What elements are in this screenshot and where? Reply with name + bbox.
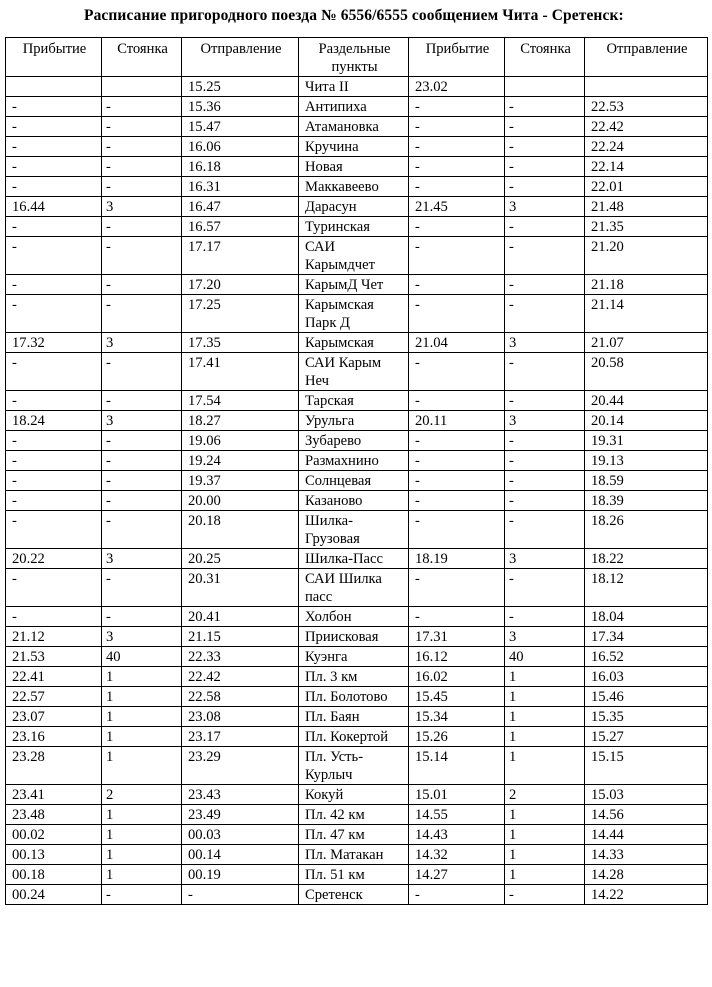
arrival-return-cell: -: [409, 431, 505, 451]
stop-return-cell: -: [505, 295, 585, 333]
table-row: [6, 391, 708, 411]
table-row: [6, 667, 708, 687]
arrival-return-cell: -: [409, 117, 505, 137]
departure-return-cell: 18.12: [585, 569, 708, 607]
departure-return-cell: 15.03: [585, 785, 708, 805]
departure-cell: 19.06: [182, 431, 299, 451]
arrival-cell: -: [6, 295, 102, 333]
station-cell: Новая: [299, 157, 409, 177]
departure-return-cell: 14.44: [585, 825, 708, 845]
departure-cell: 20.00: [182, 491, 299, 511]
stop-cell: -: [102, 217, 182, 237]
departure-cell: 22.42: [182, 667, 299, 687]
arrival-cell: -: [6, 569, 102, 607]
stop-cell: -: [102, 471, 182, 491]
stop-cell: -: [102, 491, 182, 511]
arrival-cell: 00.24: [6, 885, 102, 905]
stop-cell: 1: [102, 825, 182, 845]
stop-return-cell: 1: [505, 805, 585, 825]
arrival-cell: 00.13: [6, 845, 102, 865]
stop-cell: 1: [102, 805, 182, 825]
header-stop: Стоянка: [102, 38, 182, 77]
departure-cell: 23.43: [182, 785, 299, 805]
arrival-return-cell: -: [409, 275, 505, 295]
table-row: [6, 333, 708, 353]
departure-cell: 16.47: [182, 197, 299, 217]
table-row: [6, 471, 708, 491]
departure-cell: 15.25: [182, 77, 299, 97]
stop-cell: -: [102, 391, 182, 411]
arrival-return-cell: -: [409, 237, 505, 275]
arrival-cell: -: [6, 391, 102, 411]
arrival-return-cell: -: [409, 295, 505, 333]
stop-cell: -: [102, 137, 182, 157]
departure-cell: 16.57: [182, 217, 299, 237]
stop-return-cell: 1: [505, 747, 585, 785]
station-cell: Пл. Баян: [299, 707, 409, 727]
arrival-cell: [6, 77, 102, 97]
stop-cell: 3: [102, 197, 182, 217]
stop-return-cell: 2: [505, 785, 585, 805]
stop-cell: -: [102, 431, 182, 451]
departure-cell: 20.41: [182, 607, 299, 627]
stop-return-cell: -: [505, 391, 585, 411]
station-cell: Холбон: [299, 607, 409, 627]
stop-return-cell: [505, 77, 585, 97]
arrival-cell: -: [6, 217, 102, 237]
arrival-cell: 20.22: [6, 549, 102, 569]
departure-return-cell: 18.26: [585, 511, 708, 549]
stop-cell: -: [102, 295, 182, 333]
table-row: [6, 865, 708, 885]
station-cell: САИ Шилка пасс: [299, 569, 409, 607]
arrival-cell: 23.07: [6, 707, 102, 727]
stop-return-cell: -: [505, 177, 585, 197]
departure-cell: 23.17: [182, 727, 299, 747]
arrival-cell: 17.32: [6, 333, 102, 353]
arrival-return-cell: 15.01: [409, 785, 505, 805]
station-cell: Шилка-Грузовая: [299, 511, 409, 549]
station-cell: САИ Карымдчет: [299, 237, 409, 275]
stop-cell: -: [102, 237, 182, 275]
arrival-return-cell: 23.02: [409, 77, 505, 97]
stop-return-cell: -: [505, 137, 585, 157]
page-title: Расписание пригородного поезда № 6556/6555 сообщением Чита - Сретенск:: [84, 7, 624, 24]
arrival-return-cell: 15.45: [409, 687, 505, 707]
table-row: [6, 885, 708, 905]
table-row: [6, 511, 708, 549]
station-cell: Зубарево: [299, 431, 409, 451]
stop-return-cell: 1: [505, 667, 585, 687]
stop-cell: 3: [102, 627, 182, 647]
arrival-cell: -: [6, 237, 102, 275]
stop-return-cell: -: [505, 117, 585, 137]
stop-return-cell: -: [505, 97, 585, 117]
table-row: [6, 217, 708, 237]
table-row: [6, 825, 708, 845]
arrival-cell: 23.28: [6, 747, 102, 785]
arrival-cell: -: [6, 177, 102, 197]
arrival-cell: -: [6, 137, 102, 157]
stop-return-cell: -: [505, 237, 585, 275]
departure-cell: 17.20: [182, 275, 299, 295]
station-cell: Шилка-Пасс: [299, 549, 409, 569]
departure-cell: 16.31: [182, 177, 299, 197]
departure-return-cell: 21.20: [585, 237, 708, 275]
table-row: [6, 805, 708, 825]
stop-cell: -: [102, 177, 182, 197]
stop-return-cell: 3: [505, 333, 585, 353]
stop-return-cell: -: [505, 451, 585, 471]
arrival-cell: -: [6, 511, 102, 549]
arrival-return-cell: 20.11: [409, 411, 505, 431]
departure-return-cell: 22.24: [585, 137, 708, 157]
departure-cell: -: [182, 885, 299, 905]
table-header-row: [6, 38, 708, 77]
arrival-return-cell: 14.55: [409, 805, 505, 825]
arrival-return-cell: -: [409, 569, 505, 607]
stop-cell: 3: [102, 549, 182, 569]
stop-return-cell: -: [505, 431, 585, 451]
stop-cell: [102, 77, 182, 97]
table-row: [6, 607, 708, 627]
stop-return-cell: 1: [505, 845, 585, 865]
stop-cell: -: [102, 275, 182, 295]
station-cell: Пл. 3 км: [299, 667, 409, 687]
departure-return-cell: 21.14: [585, 295, 708, 333]
departure-return-cell: 14.22: [585, 885, 708, 905]
stop-return-cell: -: [505, 885, 585, 905]
stop-return-cell: -: [505, 157, 585, 177]
arrival-return-cell: 14.43: [409, 825, 505, 845]
station-cell: Карымская Парк Д: [299, 295, 409, 333]
arrival-cell: 22.41: [6, 667, 102, 687]
arrival-return-cell: 16.12: [409, 647, 505, 667]
stop-cell: 1: [102, 667, 182, 687]
station-cell: Туринская: [299, 217, 409, 237]
arrival-cell: 16.44: [6, 197, 102, 217]
station-cell: Размахнино: [299, 451, 409, 471]
station-cell: Куэнга: [299, 647, 409, 667]
departure-cell: 23.49: [182, 805, 299, 825]
departure-return-cell: 22.01: [585, 177, 708, 197]
stop-cell: -: [102, 885, 182, 905]
table-row: [6, 295, 708, 333]
stop-return-cell: 3: [505, 411, 585, 431]
arrival-return-cell: -: [409, 217, 505, 237]
station-cell: Пл. 47 км: [299, 825, 409, 845]
departure-cell: 15.36: [182, 97, 299, 117]
table-row: [6, 177, 708, 197]
stop-cell: 1: [102, 845, 182, 865]
departure-cell: 00.14: [182, 845, 299, 865]
stop-cell: -: [102, 607, 182, 627]
station-cell: Чита II: [299, 77, 409, 97]
stop-cell: 1: [102, 687, 182, 707]
departure-return-cell: 19.31: [585, 431, 708, 451]
arrival-return-cell: 18.19: [409, 549, 505, 569]
departure-return-cell: 18.59: [585, 471, 708, 491]
arrival-cell: 23.41: [6, 785, 102, 805]
station-cell: Кокуй: [299, 785, 409, 805]
table-row: [6, 411, 708, 431]
departure-return-cell: 18.04: [585, 607, 708, 627]
station-cell: Казаново: [299, 491, 409, 511]
stop-cell: -: [102, 117, 182, 137]
station-cell: Атамановка: [299, 117, 409, 137]
arrival-cell: 00.18: [6, 865, 102, 885]
table-row: [6, 197, 708, 217]
arrival-cell: -: [6, 607, 102, 627]
schedule-table: [5, 37, 708, 905]
table-row: [6, 785, 708, 805]
stop-return-cell: -: [505, 607, 585, 627]
departure-cell: 17.41: [182, 353, 299, 391]
departure-return-cell: 15.27: [585, 727, 708, 747]
table-row: [6, 137, 708, 157]
stop-cell: 3: [102, 333, 182, 353]
stop-return-cell: 1: [505, 687, 585, 707]
departure-cell: 20.31: [182, 569, 299, 607]
stop-return-cell: 3: [505, 197, 585, 217]
departure-cell: 00.03: [182, 825, 299, 845]
table-row: [6, 451, 708, 471]
table-row: [6, 237, 708, 275]
station-cell: Кручина: [299, 137, 409, 157]
departure-return-cell: 16.52: [585, 647, 708, 667]
stop-return-cell: 1: [505, 825, 585, 845]
departure-cell: 17.35: [182, 333, 299, 353]
departure-cell: 18.27: [182, 411, 299, 431]
arrival-cell: 21.53: [6, 647, 102, 667]
departure-cell: 20.18: [182, 511, 299, 549]
departure-return-cell: 17.34: [585, 627, 708, 647]
table-row: [6, 727, 708, 747]
arrival-return-cell: -: [409, 353, 505, 391]
departure-cell: 19.24: [182, 451, 299, 471]
table-row: [6, 431, 708, 451]
stop-cell: 2: [102, 785, 182, 805]
departure-return-cell: 18.22: [585, 549, 708, 569]
arrival-cell: 23.16: [6, 727, 102, 747]
station-cell: Приисковая: [299, 627, 409, 647]
departure-return-cell: 20.58: [585, 353, 708, 391]
header-departure: Отправление: [182, 38, 299, 77]
departure-return-cell: 21.48: [585, 197, 708, 217]
stop-return-cell: -: [505, 491, 585, 511]
arrival-cell: 22.57: [6, 687, 102, 707]
arrival-cell: -: [6, 157, 102, 177]
table-row: [6, 353, 708, 391]
departure-cell: 20.25: [182, 549, 299, 569]
station-cell: Урульга: [299, 411, 409, 431]
arrival-cell: -: [6, 353, 102, 391]
departure-return-cell: 22.42: [585, 117, 708, 137]
table-row: [6, 627, 708, 647]
departure-cell: 16.06: [182, 137, 299, 157]
station-cell: Пл. Матакан: [299, 845, 409, 865]
stop-return-cell: -: [505, 217, 585, 237]
departure-return-cell: 16.03: [585, 667, 708, 687]
table-row: [6, 845, 708, 865]
departure-cell: 15.47: [182, 117, 299, 137]
table-row: [6, 687, 708, 707]
stop-return-cell: 40: [505, 647, 585, 667]
stop-cell: -: [102, 451, 182, 471]
arrival-return-cell: 14.27: [409, 865, 505, 885]
arrival-return-cell: -: [409, 157, 505, 177]
arrival-return-cell: 14.32: [409, 845, 505, 865]
arrival-return-cell: -: [409, 491, 505, 511]
stop-cell: -: [102, 569, 182, 607]
stop-cell: 40: [102, 647, 182, 667]
station-cell: Сретенск: [299, 885, 409, 905]
departure-return-cell: 18.39: [585, 491, 708, 511]
arrival-cell: -: [6, 471, 102, 491]
arrival-cell: -: [6, 491, 102, 511]
arrival-cell: 21.12: [6, 627, 102, 647]
table-row: [6, 569, 708, 607]
departure-cell: 22.58: [182, 687, 299, 707]
arrival-cell: -: [6, 97, 102, 117]
arrival-return-cell: 15.14: [409, 747, 505, 785]
departure-cell: 21.15: [182, 627, 299, 647]
stop-return-cell: 3: [505, 549, 585, 569]
table-row: [6, 707, 708, 727]
stop-return-cell: 1: [505, 865, 585, 885]
stop-cell: 1: [102, 865, 182, 885]
table-row: [6, 77, 708, 97]
departure-return-cell: 15.35: [585, 707, 708, 727]
table-body: [6, 77, 708, 905]
header-stop-return: Стоянка: [505, 38, 585, 77]
arrival-return-cell: 21.45: [409, 197, 505, 217]
station-cell: КарымД Чет: [299, 275, 409, 295]
arrival-cell: 18.24: [6, 411, 102, 431]
station-cell: Маккавеево: [299, 177, 409, 197]
arrival-return-cell: 21.04: [409, 333, 505, 353]
stop-cell: 1: [102, 707, 182, 727]
departure-cell: 00.19: [182, 865, 299, 885]
arrival-return-cell: -: [409, 511, 505, 549]
table-row: [6, 647, 708, 667]
departure-cell: 23.08: [182, 707, 299, 727]
station-cell: Антипиха: [299, 97, 409, 117]
departure-return-cell: 20.14: [585, 411, 708, 431]
arrival-cell: -: [6, 117, 102, 137]
station-cell: Карымская: [299, 333, 409, 353]
stop-cell: 1: [102, 747, 182, 785]
arrival-return-cell: -: [409, 177, 505, 197]
departure-cell: 17.25: [182, 295, 299, 333]
stop-return-cell: -: [505, 511, 585, 549]
station-cell: Пл. Усть-Курлыч: [299, 747, 409, 785]
departure-return-cell: 21.35: [585, 217, 708, 237]
departure-return-cell: 15.46: [585, 687, 708, 707]
table-row: [6, 97, 708, 117]
table-row: [6, 747, 708, 785]
stop-cell: 3: [102, 411, 182, 431]
arrival-cell: -: [6, 451, 102, 471]
stop-return-cell: -: [505, 471, 585, 491]
stop-cell: -: [102, 353, 182, 391]
station-cell: Пл. 42 км: [299, 805, 409, 825]
station-cell: Пл. Кокертой: [299, 727, 409, 747]
departure-cell: 17.17: [182, 237, 299, 275]
header-arrival-return: Прибытие: [409, 38, 505, 77]
arrival-cell: 23.48: [6, 805, 102, 825]
arrival-return-cell: -: [409, 97, 505, 117]
departure-return-cell: 14.33: [585, 845, 708, 865]
stop-cell: -: [102, 511, 182, 549]
table-row: [6, 275, 708, 295]
departure-return-cell: 20.44: [585, 391, 708, 411]
arrival-return-cell: 17.31: [409, 627, 505, 647]
table-row: [6, 117, 708, 137]
arrival-cell: 00.02: [6, 825, 102, 845]
stop-return-cell: -: [505, 353, 585, 391]
departure-return-cell: 22.14: [585, 157, 708, 177]
arrival-return-cell: 15.26: [409, 727, 505, 747]
arrival-cell: -: [6, 275, 102, 295]
stop-return-cell: -: [505, 569, 585, 607]
arrival-cell: -: [6, 431, 102, 451]
departure-return-cell: 19.13: [585, 451, 708, 471]
departure-cell: 23.29: [182, 747, 299, 785]
stop-cell: -: [102, 97, 182, 117]
arrival-return-cell: -: [409, 391, 505, 411]
arrival-return-cell: -: [409, 471, 505, 491]
departure-return-cell: 21.07: [585, 333, 708, 353]
arrival-return-cell: -: [409, 137, 505, 157]
station-cell: САИ Карым Неч: [299, 353, 409, 391]
table-row: [6, 491, 708, 511]
station-cell: Тарская: [299, 391, 409, 411]
stop-return-cell: 1: [505, 727, 585, 747]
header-arrival: Прибытие: [6, 38, 102, 77]
stop-cell: 1: [102, 727, 182, 747]
station-cell: Пл. 51 км: [299, 865, 409, 885]
table-row: [6, 549, 708, 569]
arrival-return-cell: -: [409, 607, 505, 627]
departure-return-cell: 22.53: [585, 97, 708, 117]
departure-cell: 17.54: [182, 391, 299, 411]
station-cell: Дарасун: [299, 197, 409, 217]
stop-cell: -: [102, 157, 182, 177]
departure-return-cell: 21.18: [585, 275, 708, 295]
station-cell: Пл. Болотово: [299, 687, 409, 707]
departure-cell: 19.37: [182, 471, 299, 491]
arrival-return-cell: 15.34: [409, 707, 505, 727]
arrival-return-cell: -: [409, 451, 505, 471]
table-row: [6, 157, 708, 177]
stop-return-cell: 1: [505, 707, 585, 727]
departure-return-cell: 14.28: [585, 865, 708, 885]
departure-return-cell: [585, 77, 708, 97]
arrival-return-cell: -: [409, 885, 505, 905]
station-cell: Солнцевая: [299, 471, 409, 491]
stop-return-cell: 3: [505, 627, 585, 647]
departure-cell: 16.18: [182, 157, 299, 177]
departure-return-cell: 14.56: [585, 805, 708, 825]
header-departure-return: Отправление: [585, 38, 708, 77]
arrival-return-cell: 16.02: [409, 667, 505, 687]
departure-return-cell: 15.15: [585, 747, 708, 785]
header-stations: Раздельные пункты: [299, 38, 409, 77]
departure-cell: 22.33: [182, 647, 299, 667]
stop-return-cell: -: [505, 275, 585, 295]
